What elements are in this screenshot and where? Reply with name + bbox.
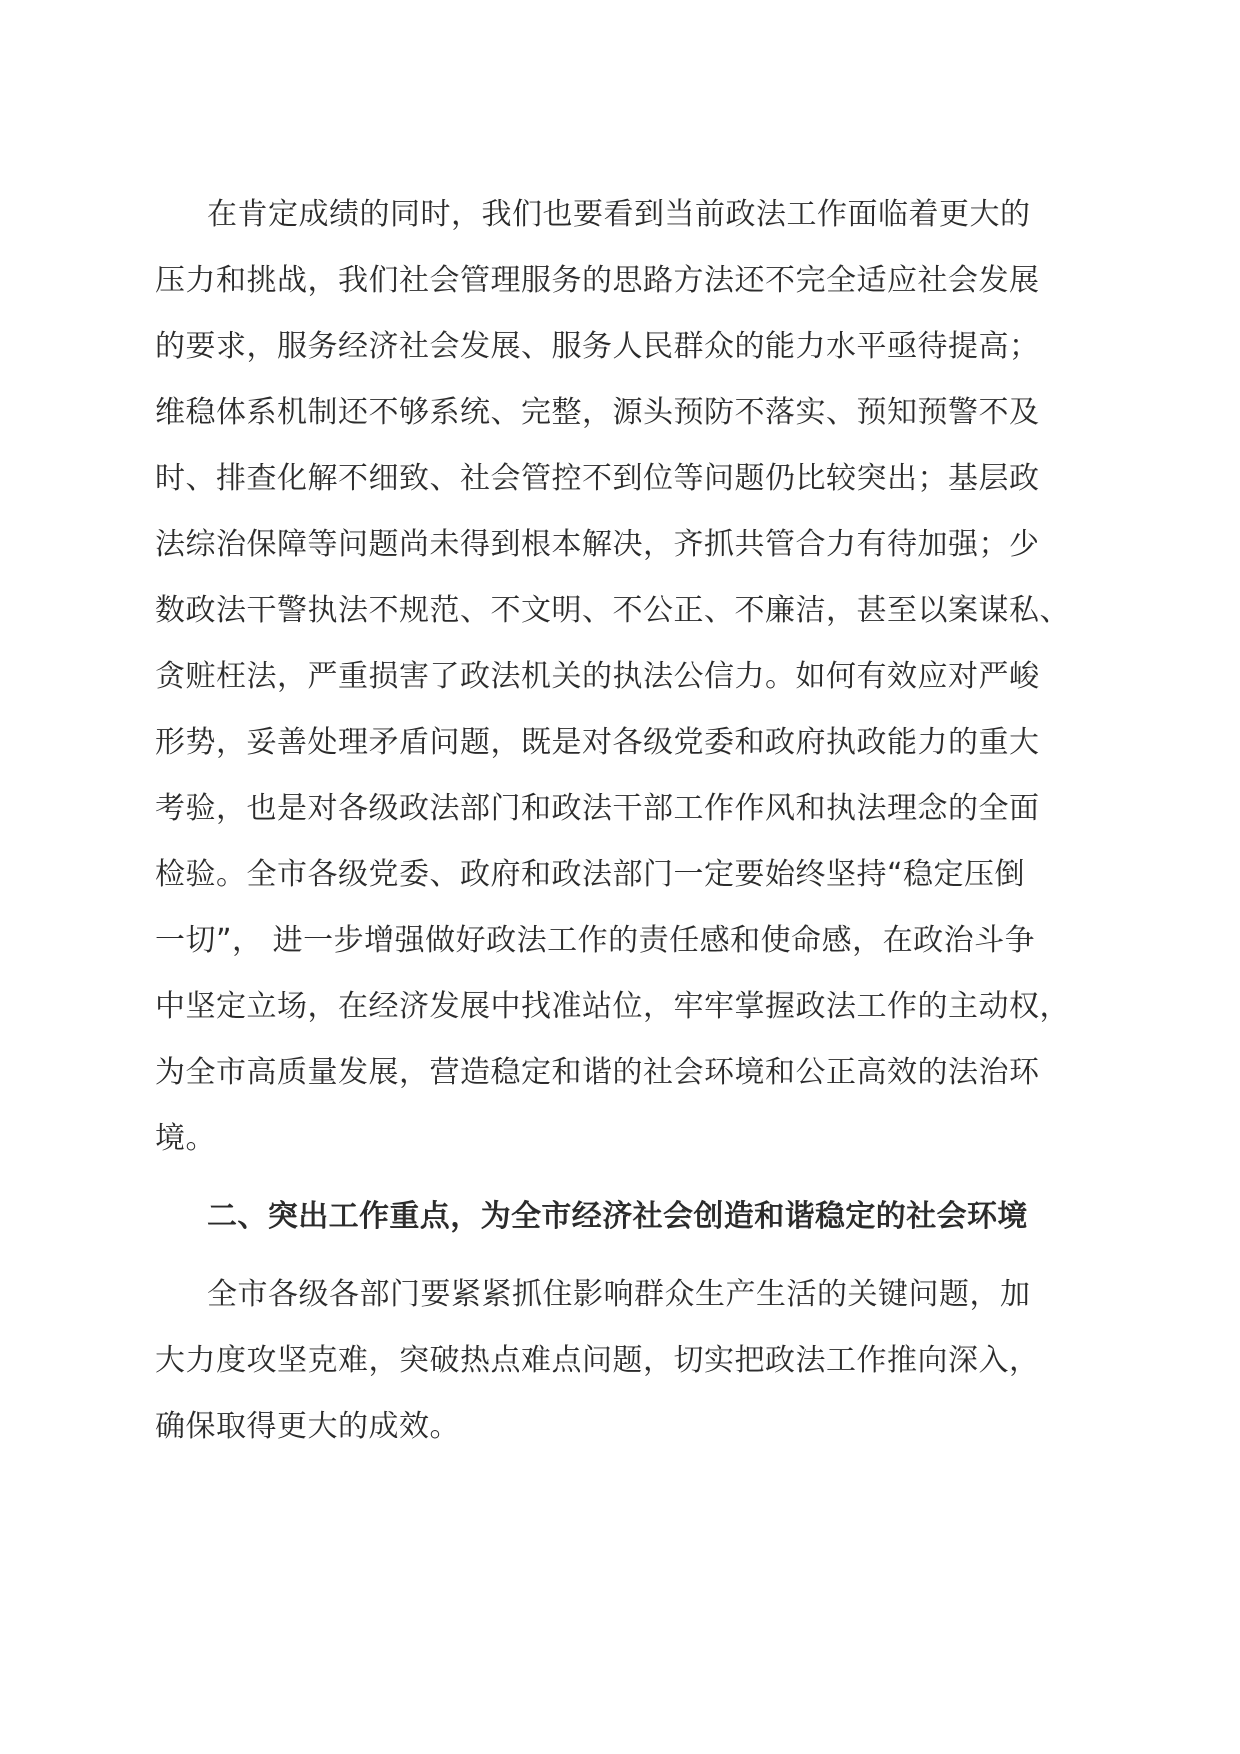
text-line: 贪赃枉法，严重损害了政法机关的执法公信力。如何有效应对严峻	[155, 659, 1040, 694]
paragraph-1	[155, 182, 1085, 1172]
text-line: 的要求，服务经济社会发展、服务人民群众的能力水平亟待提高；	[155, 329, 1040, 364]
text-line: 大力度攻坚克难，突破热点难点问题，切实把政法工作推向深入，	[155, 1343, 1040, 1378]
text-line: 全市各级各部门要紧紧抓住影响群众生产生活的关键问题，加	[207, 1277, 1031, 1312]
paragraph-2	[155, 1262, 1085, 1460]
text-line: 时、排查化解不细致、社会管控不到位等问题仍比较突出；基层政	[155, 461, 1040, 496]
text-line: 确保取得更大的成效。	[155, 1409, 460, 1444]
paragraph-gap	[155, 1172, 1085, 1184]
text-line: 中坚定立场，在经济发展中找准站位，牢牢掌握政法工作的主动权，	[155, 989, 1070, 1024]
paragraph-gap	[155, 1250, 1085, 1262]
text-line: 法综治保障等问题尚未得到根本解决，齐抓共管合力有待加强；少	[155, 527, 1040, 562]
document-body	[155, 182, 1085, 1460]
text-line: 考验，也是对各级政法部门和政法干部工作作风和执法理念的全面	[155, 791, 1040, 826]
text-line: 境。	[155, 1121, 216, 1156]
text-line: 一切”， 进一步增强做好政法工作的责任感和使命感，在政治斗争	[155, 923, 1036, 958]
text-line: 压力和挑战，我们社会管理服务的思路方法还不完全适应社会发展	[155, 263, 1040, 298]
text-line: 形势，妥善处理矛盾问题，既是对各级党委和政府执政能力的重大	[155, 725, 1040, 760]
text-line: 为全市高质量发展，营造稳定和谐的社会环境和公正高效的法治环	[155, 1055, 1040, 1090]
text-line: 数政法干警执法不规范、不文明、不公正、不廉洁，甚至以案谋私、	[155, 593, 1070, 628]
text-line: 维稳体系机制还不够系统、完整，源头预防不落实、预知预警不及	[155, 395, 1040, 430]
section-heading: 二、突出工作重点，为全市经济社会创造和谐稳定的社会环境	[207, 1199, 1028, 1234]
text-line: 检验。全市各级党委、政府和政法部门一定要始终坚持“稳定压倒	[155, 857, 1026, 892]
text-line: 在肯定成绩的同时，我们也要看到当前政法工作面临着更大的	[207, 197, 1031, 232]
